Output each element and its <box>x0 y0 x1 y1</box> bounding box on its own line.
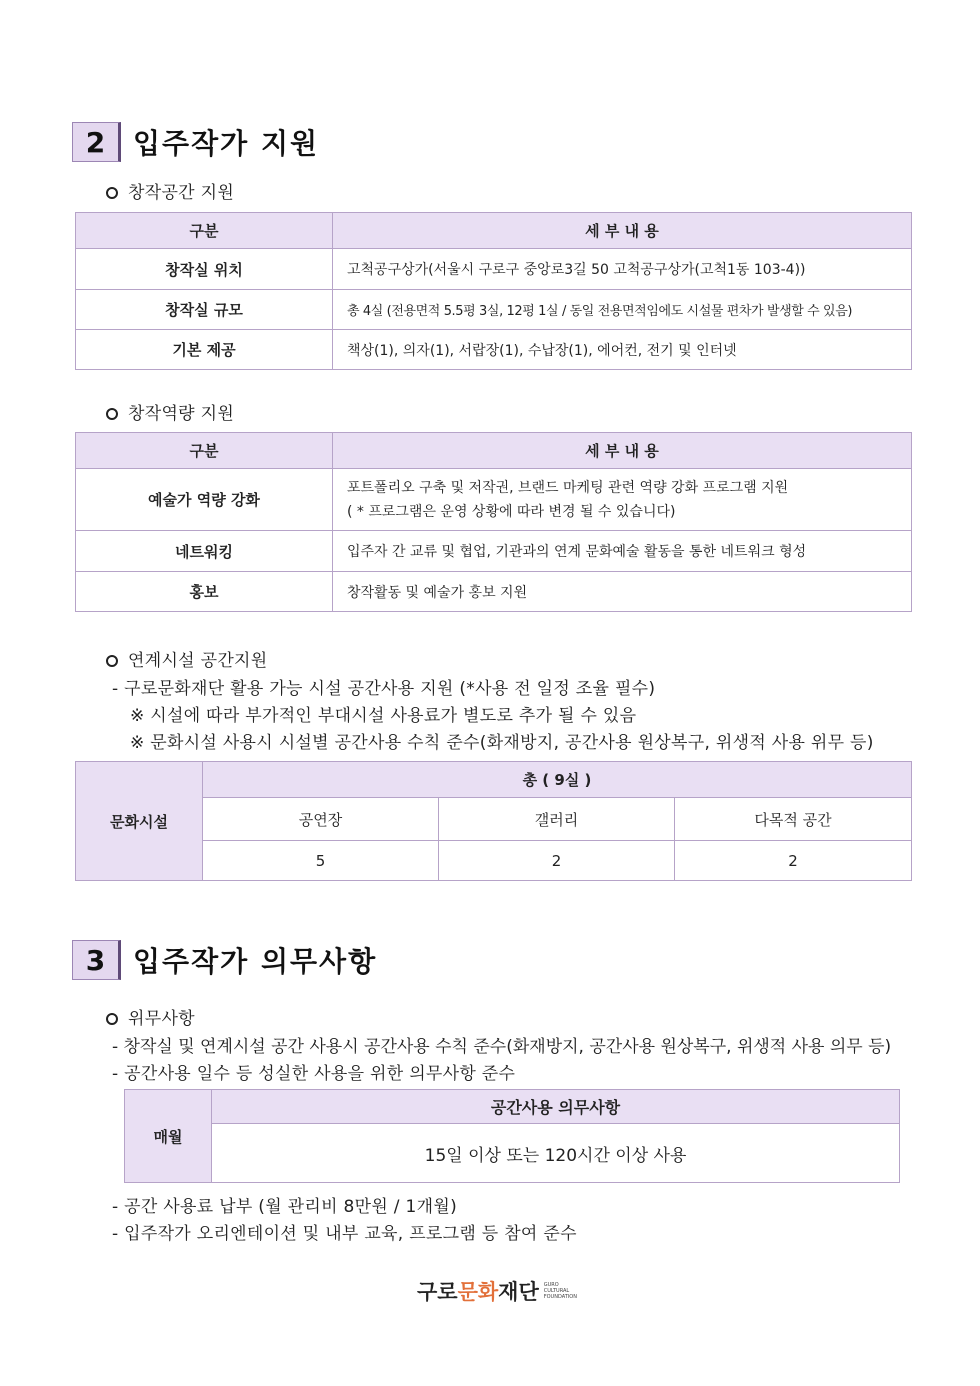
section-2-header <box>72 122 319 162</box>
space-support-table <box>75 212 912 370</box>
circle-bullet-icon <box>106 1013 118 1025</box>
section-3-header <box>72 940 377 980</box>
duty-line-3: - 공간 사용료 납부 (월 관리비 8만원 / 1개월) <box>112 1197 458 1217</box>
facility-header-gallery: 갤러리 <box>439 798 675 841</box>
row-value: 창작활동 및 예술가 홍보 지원 <box>333 572 912 612</box>
row-value: 총 4실 (전용면적 5.5평 3실, 12평 1실 / 동일 전용면적임에도 시설물 편차가 발생할 수 있음) <box>333 290 912 330</box>
section-number: 3 <box>72 940 121 980</box>
facility-line: - 구로문화재단 활용 가능 시설 공간사용 지원 (*사용 전 일정 조율 필수) <box>112 679 656 699</box>
row-label: 기본 제공 <box>76 330 333 370</box>
facility-note-1: ※ 시설에 따라 부가적인 부대시설 사용료가 별도로 추가 될 수 있음 <box>130 706 637 726</box>
row-value: 고척공구상가(서울시 구로구 중앙로3길 50 고척공구상가(고척1동 103-4)) <box>333 249 912 290</box>
duty-header: 공간사용 의무사항 <box>212 1090 900 1124</box>
table-row <box>76 330 912 370</box>
row-label: 창작실 위치 <box>76 249 333 290</box>
duty-row-label: 매월 <box>125 1090 212 1183</box>
duty-table <box>124 1089 900 1183</box>
table-header-detail: 세 부 내 용 <box>333 433 912 469</box>
subheading-facility: 연계시설 공간지원 <box>106 646 267 671</box>
subheading-duty: 위무사항 <box>106 1004 195 1029</box>
circle-bullet-icon <box>106 408 118 420</box>
table-header-category: 구분 <box>76 433 333 469</box>
row-value-line2: ( * 프로그램은 운영 상황에 따라 변경 될 수 있습니다) <box>347 503 676 520</box>
row-label: 네트워킹 <box>76 531 333 572</box>
row-label: 예술가 역량 강화 <box>76 469 333 531</box>
foundation-logo <box>417 1276 577 1306</box>
facility-value-gallery: 2 <box>439 841 675 881</box>
facility-note-2: ※ 문화시설 사용시 시설별 공간사용 수칙 준수(화재방지, 공간사용 원상복구, 위생적 사용 위무 등) <box>130 733 874 753</box>
table-row <box>76 531 912 572</box>
facility-total: 총 ( 9실 ) <box>203 762 912 798</box>
facility-row-label: 문화시설 <box>76 762 203 881</box>
table-row <box>76 572 912 612</box>
row-value <box>333 469 912 531</box>
subheading-space: 창작공간 지원 <box>106 178 234 203</box>
row-label: 창작실 규모 <box>76 290 333 330</box>
facility-table <box>75 761 912 881</box>
logo-subtext: GURO CULTURAL FOUNDATION <box>543 1282 577 1300</box>
row-value: 입주자 간 교류 및 협업, 기관과의 연계 문화예술 활동을 통한 네트워크 형성 <box>333 531 912 572</box>
subheading-capacity: 창작역량 지원 <box>106 399 234 424</box>
circle-bullet-icon <box>106 187 118 199</box>
row-value: 책상(1), 의자(1), 서랍장(1), 수납장(1), 에어컨, 전기 및 인터넷 <box>333 330 912 370</box>
section-title: 입주작가 의무사항 <box>133 945 378 978</box>
table-row <box>76 249 912 290</box>
circle-bullet-icon <box>106 655 118 667</box>
row-label: 홍보 <box>76 572 333 612</box>
table-row <box>76 469 912 531</box>
logo-wordmark: 구로문화재단 <box>417 1280 539 1304</box>
facility-value-multipurpose: 2 <box>675 841 912 881</box>
facility-header-hall: 공연장 <box>203 798 439 841</box>
facility-value-hall: 5 <box>203 841 439 881</box>
table-row <box>76 290 912 330</box>
row-value-line1: 포트폴리오 구축 및 저작권, 브랜드 마케팅 관련 역량 강화 프로그램 지원 <box>347 479 789 496</box>
section-title: 입주작가 지원 <box>133 127 320 160</box>
capacity-support-table <box>75 432 912 612</box>
section-number: 2 <box>72 122 121 162</box>
duty-line-2: - 공간사용 일수 등 성실한 사용을 위한 의무사항 준수 <box>112 1064 516 1084</box>
facility-header-multipurpose: 다목적 공간 <box>675 798 912 841</box>
table-header-detail: 세 부 내 용 <box>333 213 912 249</box>
table-header-category: 구분 <box>76 213 333 249</box>
duty-value: 15일 이상 또는 120시간 이상 사용 <box>212 1124 900 1183</box>
duty-line-4: - 입주작가 오리엔테이션 및 내부 교육, 프로그램 등 참여 준수 <box>112 1224 577 1244</box>
duty-line-1: - 창작실 및 연계시설 공간 사용시 공간사용 수칙 준수(화재방지, 공간사용 원상복구, 위생적 사용 의무 등) <box>112 1037 892 1057</box>
